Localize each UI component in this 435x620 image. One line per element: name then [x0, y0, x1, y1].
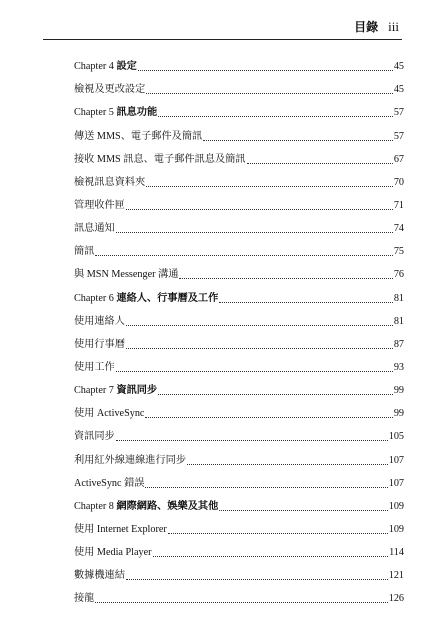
toc-entry-page: 105	[388, 431, 404, 443]
toc-entry-page: 76	[393, 269, 404, 281]
toc-chapter-entry[interactable]	[74, 50, 404, 73]
toc-entry[interactable]	[74, 235, 404, 258]
dot-leader	[219, 510, 387, 511]
toc-entry-title: Chapter 7 資訊同步	[74, 385, 158, 397]
dot-leader	[247, 163, 393, 164]
toc-entry[interactable]	[74, 258, 404, 281]
toc-entry-title: 訊息通知	[74, 223, 115, 235]
dot-leader	[179, 278, 392, 279]
toc-entry-page: 126	[388, 593, 404, 605]
toc-entry-page: 81	[393, 315, 404, 327]
dot-leader	[126, 325, 393, 326]
dot-leader	[116, 440, 388, 441]
dot-leader	[126, 348, 393, 349]
table-of-contents	[74, 50, 404, 605]
toc-entry-title: 資訊同步	[74, 431, 115, 443]
toc-entry-page: 81	[393, 292, 404, 304]
toc-entry-title: 使用連絡人	[74, 315, 125, 327]
toc-entry-title: 與 MSN Messenger 溝通	[74, 269, 179, 281]
toc-entry-page: 57	[393, 107, 404, 119]
toc-entry-title: 檢視及更改設定	[74, 84, 146, 96]
toc-entry-page: 107	[388, 477, 404, 489]
dot-leader	[158, 116, 393, 117]
dot-leader	[146, 186, 393, 187]
toc-entry-title: 使用 Internet Explorer	[74, 523, 167, 535]
toc-entry-page: 74	[393, 223, 404, 235]
toc-entry-title: 利用紅外線連線進行同步	[74, 454, 187, 466]
toc-entry[interactable]	[74, 467, 404, 490]
toc-entry-page: 87	[393, 338, 404, 350]
toc-entry[interactable]	[74, 143, 404, 166]
toc-entry-title: Chapter 8 網際網路、娛樂及其他	[74, 500, 219, 512]
toc-entry-title: 管理收件匣	[74, 199, 125, 211]
dot-leader	[168, 533, 388, 534]
toc-entry[interactable]	[74, 397, 404, 420]
toc-entry[interactable]	[74, 582, 404, 605]
toc-entry-page: 114	[389, 547, 404, 559]
toc-entry-title: 簡訊	[74, 246, 95, 258]
toc-entry[interactable]	[74, 513, 404, 536]
toc-entry[interactable]	[74, 119, 404, 142]
toc-entry-page: 57	[393, 130, 404, 142]
toc-entry[interactable]	[74, 420, 404, 443]
header-rule	[43, 39, 402, 40]
toc-chapter-entry[interactable]	[74, 490, 404, 513]
toc-entry-title: 檢視訊息資料夾	[74, 176, 146, 188]
toc-entry[interactable]	[74, 536, 404, 559]
dot-leader	[158, 394, 393, 395]
dot-leader	[187, 464, 388, 465]
toc-entry-title: Chapter 5 訊息功能	[74, 107, 158, 119]
toc-entry-title: Chapter 4 設定	[74, 61, 137, 73]
toc-entry-title: 使用行事曆	[74, 338, 125, 350]
toc-entry[interactable]	[74, 328, 404, 351]
toc-entry[interactable]	[74, 443, 404, 466]
toc-entry-page: 67	[393, 153, 404, 165]
toc-entry-title: 使用工作	[74, 361, 115, 373]
toc-entry[interactable]	[74, 351, 404, 374]
running-header	[354, 20, 399, 34]
toc-entry-title: 使用 Media Player	[74, 547, 152, 559]
toc-entry[interactable]	[74, 212, 404, 235]
dot-leader	[95, 255, 392, 256]
header-page-number: iii	[388, 19, 399, 34]
toc-entry[interactable]	[74, 559, 404, 582]
toc-entry-page: 93	[393, 361, 404, 373]
dot-leader	[145, 487, 387, 488]
toc-entry-page: 109	[388, 500, 404, 512]
dot-leader	[126, 579, 388, 580]
toc-entry-title: 傳送 MMS、電子郵件及簡訊	[74, 130, 203, 142]
toc-entry[interactable]	[74, 73, 404, 96]
dot-leader	[203, 140, 393, 141]
header-title: 目錄	[354, 20, 379, 34]
toc-chapter-entry[interactable]	[74, 374, 404, 397]
toc-entry-page: 71	[393, 199, 404, 211]
dot-leader	[138, 70, 393, 71]
toc-entry-title: Chapter 6 連絡人、行事曆及工作	[74, 292, 219, 304]
toc-entry-page: 99	[393, 408, 404, 420]
toc-entry-page: 107	[388, 454, 404, 466]
toc-entry-title: 接龍	[74, 593, 95, 605]
toc-entry-page: 75	[393, 246, 404, 258]
toc-entry-title: 接收 MMS 訊息、電子郵件訊息及簡訊	[74, 153, 246, 165]
dot-leader	[116, 371, 393, 372]
toc-entry-page: 70	[393, 176, 404, 188]
dot-leader	[153, 556, 389, 557]
dot-leader	[145, 417, 392, 418]
toc-chapter-entry[interactable]	[74, 281, 404, 304]
dot-leader	[126, 209, 393, 210]
toc-entry[interactable]	[74, 305, 404, 328]
toc-entry-page: 45	[393, 61, 404, 73]
toc-entry-title: ActiveSync 錯誤	[74, 477, 145, 489]
dot-leader	[146, 93, 393, 94]
toc-entry[interactable]	[74, 166, 404, 189]
toc-entry-page: 109	[388, 523, 404, 535]
dot-leader	[95, 602, 387, 603]
toc-entry-page: 99	[393, 385, 404, 397]
toc-entry-title: 數據機連結	[74, 570, 125, 582]
toc-entry-page: 121	[388, 570, 404, 582]
toc-entry-page: 45	[393, 84, 404, 96]
toc-entry-title: 使用 ActiveSync	[74, 408, 145, 420]
toc-chapter-entry[interactable]	[74, 96, 404, 119]
dot-leader	[219, 302, 393, 303]
toc-entry[interactable]	[74, 189, 404, 212]
dot-leader	[116, 232, 393, 233]
